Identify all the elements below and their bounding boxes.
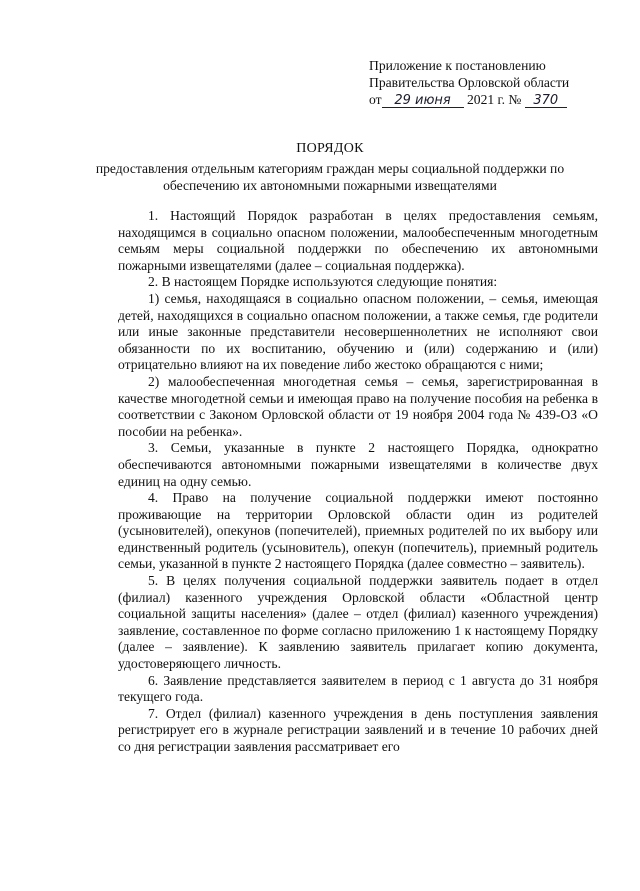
paragraph: 2) малообеспеченная многодетная семья – семья, зарегистрированная в качестве многодетной семьи и имеющая право на получение пособия на ребенка в соответствии с Законом Орловской области от 19 ноября 2004 года № 439-ОЗ «О пособии на ребенка». [118, 373, 598, 439]
handwritten-number: 370 [525, 94, 567, 108]
year-text: 2021 г. № [466, 92, 522, 107]
handwritten-date: 29 июня [382, 94, 464, 108]
document-subtitle: предоставления отдельным категориям граждан меры социальной поддержки по обеспечению их автономными пожарными извещателями [95, 160, 565, 193]
paragraph: 2. В настоящем Порядке используются следующие понятия: [148, 274, 498, 290]
paragraph: 6. Заявление представляется заявителем в период с 1 августа до 31 ноября текущего года. [118, 672, 598, 705]
paragraph: 1) семья, находящаяся в социально опасном положении, – семья, имеющая детей, находящихся в социально опасном положении, а также семья, где родители или иные законные представители несовершеннолетних не исполняют свои обязанности по их воспитанию, обучению и (или) содержанию и (или) отрицательно влияют на их поведение либо жестоко обращаются с ними; [118, 290, 598, 373]
document-title: ПОРЯДОК [296, 141, 364, 156]
approval-line-2: Правительства Орловской области [369, 75, 570, 90]
paragraph: 4. Право на получение социальной поддержки имеют постоянно проживающие на территории Орловской области один из родителей (усыновителей), опекунов (попечителей), приемных родителей по их выбору или единственный родитель (усыновитель), опекун (попечитель), приемный родитель семьи, указанной в пункте 2 настоящего Порядка (далее совместно – заявитель). [118, 490, 598, 572]
approval-stamp [369, 57, 599, 108]
paragraph: 5. В целях получения социальной поддержки заявитель подает в отдел (филиал) казенного учреждения Орловской области «Областной центр социальной защиты населения» (далее – отдел (филиал) казенного учреждения) заявление, составленное по форме согласно приложению 1 к настоящему Порядку (далее – заявление). К заявлению заявитель прилагает копию документа, удостоверяющего личность. [118, 573, 598, 672]
paragraph: 3. Семьи, указанные в пункте 2 настоящего Порядка, однократно обеспечиваются автономными пожарными извещателями в количестве двух единиц на одну семью. [118, 440, 598, 489]
title-block [90, 141, 570, 194]
paragraph: 7. Отдел (филиал) казенного учреждения в день поступления заявления регистрирует его в журнале регистрации заявлений и в течение 10 рабочих дней со дня регистрации заявления рассматривает его [118, 705, 598, 754]
approval-date-line [369, 91, 599, 108]
paragraph: 1. Настоящий Порядок разработан в целях предоставления семьям, находящимся в социально опасном положении, малообеспеченным многодетным семьям меры социальной поддержки по обеспечению их автономными пожарными извещателями (далее – социальная поддержка). [118, 208, 598, 273]
approval-line-1: Приложение к постановлению [369, 58, 546, 73]
date-prefix: от [369, 92, 382, 107]
document-body [118, 208, 598, 756]
